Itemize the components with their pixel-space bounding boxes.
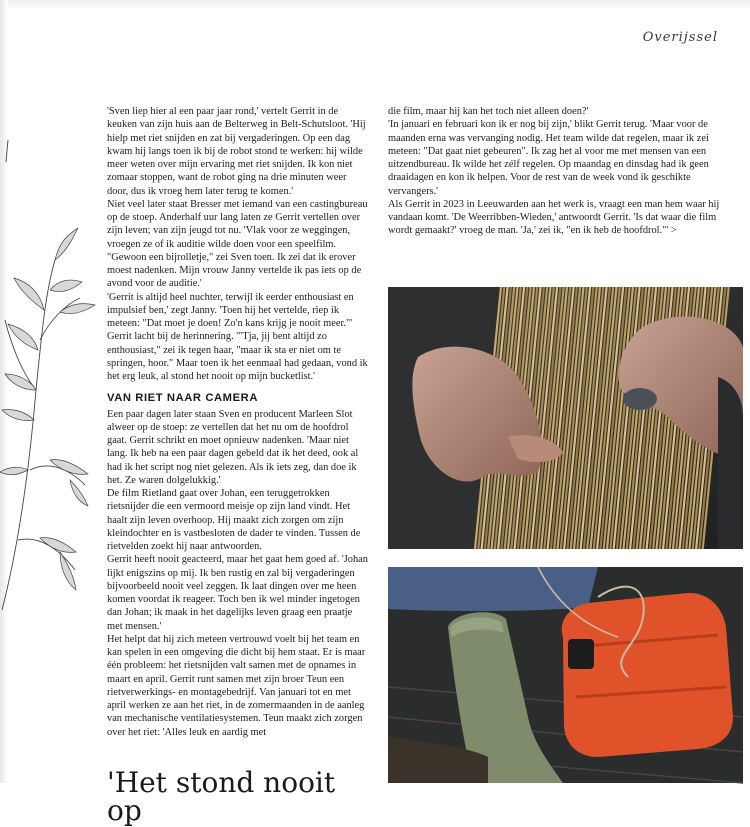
paragraph: 'Sven liep hier al een paar jaar rond,' vertelt Gerrit in de keuken van zijn huis aan de Belterweg in Belt-Schutsloot. 'Hij hielp met riet snijden en zat bij vergaderingen. Op een dag kwam hij langs toen ik bij de robot stond te werken: hij wilde meer weten over mijn ervaring met riet snijden. Ik kon niet zomaar stoppen, want de robot ging na drie minuten weer door, dus ik vroeg hem later terug te komen.' xyxy=(107,106,366,197)
paragraph: Als Gerrit in 2023 in Leeuwarden aan het werk is, vraagt een man hem waar hij vandaan komt. 'De Weerribben-Wieden,' antwoordt Gerrit. 'Is dat waar die film wordt gemaakt?' vroeg de man. 'Ja,' zei ik, "en ik heb de hoofdrol."' > xyxy=(388,198,720,237)
paragraph: Gerrit heeft nooit geacteerd, maar het gaat hem goed af. 'Johan lijkt enigszins op mij. Ik ben rustig en zal bij vergaderingen bijvoorbeeld nooit veel zeggen. Ik laat dingen over me heen komen voordat ik reageer. Toch ben ik wel minder ingetogen dan Johan; ik maak in het dagelijks leven graag een praatje met mensen.' xyxy=(107,554,368,632)
photo-hands-with-reeds xyxy=(388,287,743,549)
botanical-illustration xyxy=(0,140,100,610)
paragraph: Niet veel later staat Bresser met iemand van een castingbureau op de stoep. Anderhalf uur lang laten ze Gerrit vertellen over zijn leven; van zijn jeugd tot nu. 'Vlak voor ze weggingen, vroegen ze of ik auditie wilde doen voor een speelfilm. "Gewoon een bijrolletje," zei Sven toen. Ik zei dat ik erover moest nadenken. Mijn vrouw Janny vertelde ik pas iets op de avond voor de auditie.' xyxy=(107,198,368,290)
page-edge-top xyxy=(0,0,750,10)
paragraph: De film Rietland gaat over Johan, een teruggetrokken rietsnijder die een vermoord meisje op zijn land vindt. Het haalt zijn leven overhoop. Hij maakt zich zorgen om zijn kleindochter en is vastbesloten de dader te vinden. Tussen de rietvelden zoekt hij naar antwoorden. xyxy=(107,488,361,552)
paragraph: 'In januari en februari kon ik er nog bij zijn,' blikt Gerrit terug. 'Maar voor de maanden erna was vervanging nodig. Het team wilde dat regelen, maar ik zei meteen: "Dat gaat niet gebeuren". Ik zag het al voor me met mensen van een uitzendbureau. Ik wilde het zélf regelen. Op maandag en dinsdag had ik geen draaidagen en kon ik helpen. Voor de rest van de week vond ik geschikte vervangers.' xyxy=(388,119,709,197)
paragraph: Een paar dagen later staan Sven en producent Marleen Slot alweer op de stoep: ze vertellen dat het nu om de hoofdrol gaat. Gerrit schrikt en moet opnieuw nadenken. 'Maar niet lang. Ik heb na een paar dagen gebeld dat ik het deed, ook al had ik het script nog niet gelezen. Als ik iets zeg, dan doe ik het. Ze waren dolgelukkig.' xyxy=(107,408,359,486)
photo-boot-and-jerrycan xyxy=(388,567,743,783)
paragraph: 'Gerrit is altijd heel nuchter, terwijl ik eerder enthousiast en impulsief ben,' zegt Janny. 'Toen hij het vertelde, riep ik meteen: "Dat moet je doen! Zo'n kans krijg je nooit meer."' Gerrit lacht bij de herinnering. '"Tja, jij bent altijd zo enthousiast," zei ik tegen haar, "maar ik sta er niet om te springen, hoor." Maar toen ik het eenmaal had gedaan, vond ik het erg leuk, al stond het nooit op mijn bucketlist.' xyxy=(107,291,368,382)
right-column xyxy=(388,105,738,238)
paragraph: die film, maar hij kan het toch niet alleen doen?' xyxy=(388,106,589,117)
section-label: Overijssel xyxy=(642,30,718,45)
left-column xyxy=(107,105,370,739)
section-heading: VAN RIET NAAR CAMERA xyxy=(107,392,259,405)
pull-quote xyxy=(107,766,377,827)
pull-quote-text: 'Het stond nooit op xyxy=(107,766,336,827)
paragraph: Het helpt dat hij zich meteen vertrouwd voelt bij het team en kan spelen in een omgeving die dicht bij hem staat. Er is maar één probleem: het rietsnijden valt samen met de opnames in maart en april. Gerrit runt samen met zijn broer Teun een rietverwerkings- en montagebedrijf. Van januari tot en met april werken ze aan het riet, in de zomermaanden in de aanleg van mechanische ventilatiesystemen. Teun maakt zich zorgen over het riet: 'Alles leuk en aardig met xyxy=(107,633,366,738)
